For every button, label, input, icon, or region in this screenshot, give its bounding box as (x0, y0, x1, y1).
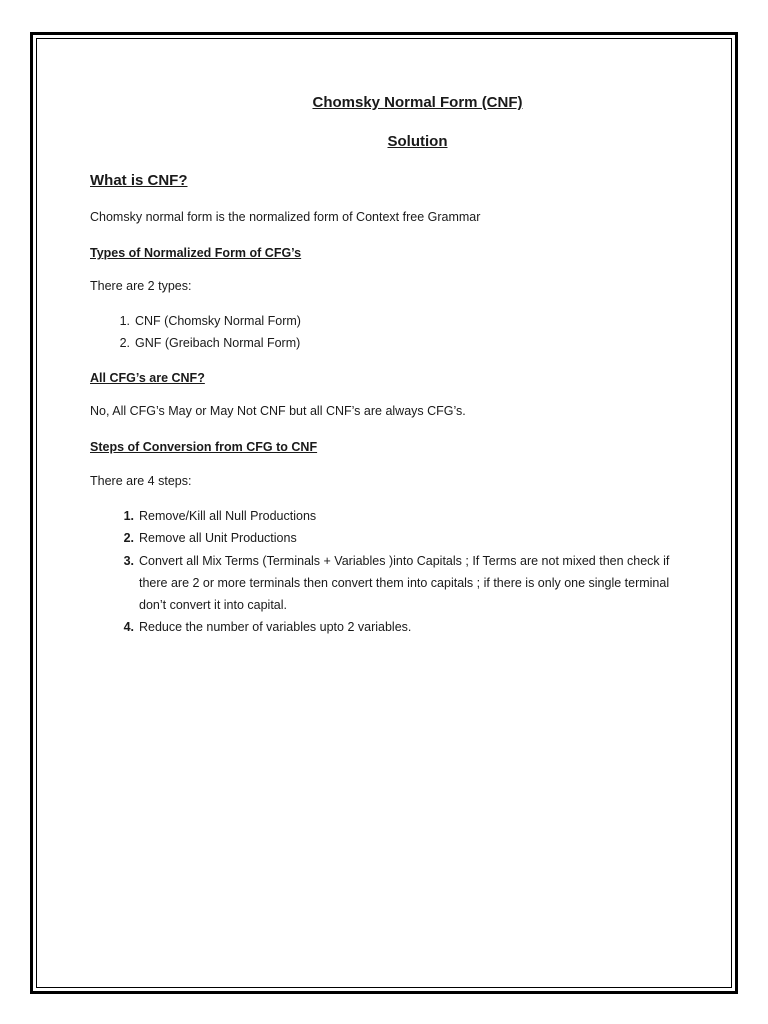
list-number: 1. (119, 314, 130, 328)
list-number: 2. (119, 336, 130, 350)
list-text: Remove all Unit Productions (139, 531, 297, 545)
list-item-step-4 (114, 616, 684, 638)
paragraph-steps-intro: There are 4 steps: (90, 474, 192, 488)
list-text: GNF (Greibach Normal Form) (135, 336, 301, 350)
document-title: Chomsky Normal Form (CNF) (312, 94, 523, 111)
list-text: CNF (Chomsky Normal Form) (135, 314, 301, 328)
list-text: Convert all Mix Terms (Terminals + Variables )into Capitals ; If Terms are not mixed then check if there are 2 or more terminals then convert them into capitals ; if there is only one single terminal don’t convert it into capital. (139, 554, 670, 612)
heading-types: Types of Normalized Form of CFG’s (90, 246, 302, 260)
list-number: 1. (123, 509, 134, 523)
list-item-step-1 (114, 505, 684, 527)
list-text: Reduce the number of variables upto 2 variables. (139, 620, 412, 634)
list-item-step-3 (114, 550, 684, 616)
list-item-type-1 (110, 310, 510, 332)
list-item-type-2 (110, 332, 510, 354)
heading-what-is-cnf: What is CNF? (90, 172, 188, 189)
document-subtitle: Solution (387, 133, 448, 150)
list-number: 3. (123, 554, 134, 568)
paragraph-types-intro: There are 2 types: (90, 279, 192, 293)
heading-steps: Steps of Conversion from CFG to CNF (90, 440, 318, 454)
list-number: 2. (123, 531, 134, 545)
list-number: 4. (123, 620, 134, 634)
list-item-step-2 (114, 527, 684, 549)
paragraph-all-cfgs: No, All CFG’s May or May Not CNF but all CNF’s are always CFG’s. (90, 404, 466, 418)
list-text: Remove/Kill all Null Productions (139, 509, 317, 523)
heading-all-cfgs: All CFG’s are CNF? (90, 371, 205, 385)
paragraph-cnf-definition: Chomsky normal form is the normalized form of Context free Grammar (90, 210, 481, 224)
